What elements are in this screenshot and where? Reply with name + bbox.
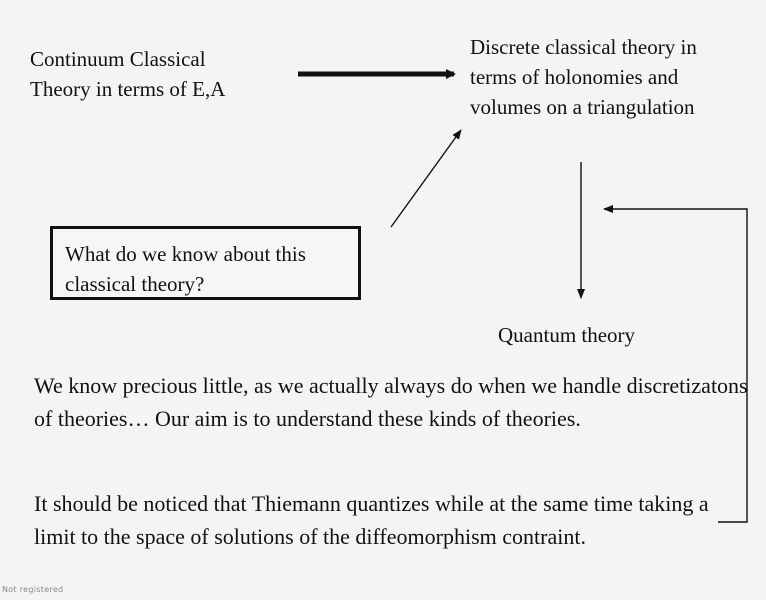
paragraph-discretization: We know precious little, as we actually always do when we handle discretizatons of theories… Our aim is to understand these kinds of theories. (34, 373, 748, 431)
continuum-theory-node: Continuum Classical Theory in terms of E,A (30, 47, 226, 101)
question-text: What do we know about this classical theory? (65, 242, 306, 296)
paragraph-thiemann: It should be noticed that Thiemann quantizes while at the same time taking a limit to the space of solutions of the diffeomorphism contraint. (34, 491, 709, 549)
arrow-feedback-to-discrete (604, 209, 747, 522)
question-box (50, 226, 361, 300)
discrete-theory-node: Discrete classical theory in terms of holonomies and volumes on a triangulation (470, 35, 697, 119)
arrow-question-to-discrete (391, 130, 461, 227)
watermark: Not registered (2, 585, 64, 594)
quantum-theory-node: Quantum theory (498, 323, 636, 347)
